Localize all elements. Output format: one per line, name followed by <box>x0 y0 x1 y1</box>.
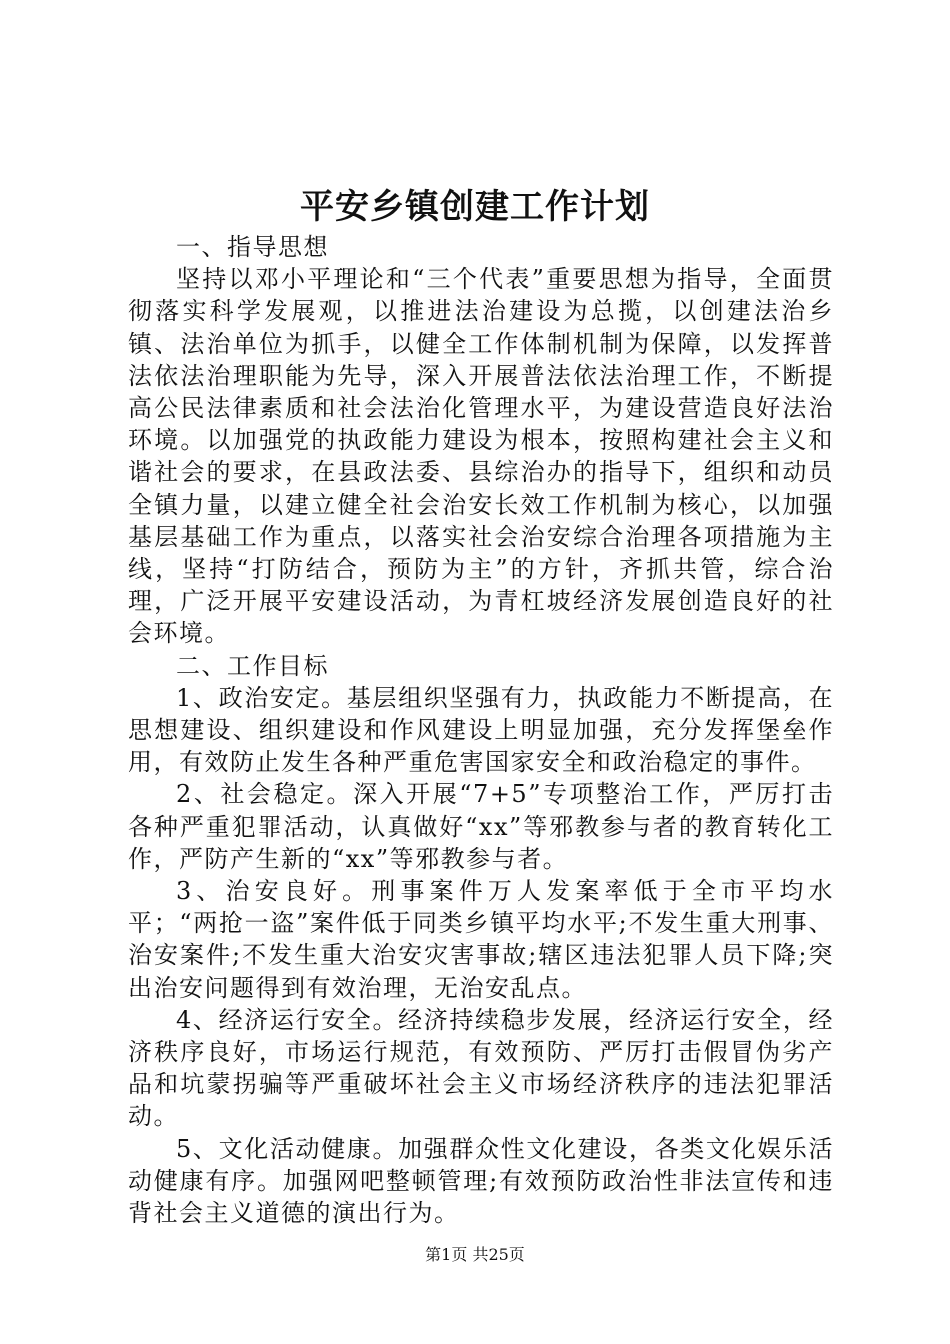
paragraph-guiding-thought: 坚持以邓小平理论和“三个代表”重要思想为指导，全面贯彻落实科学发展观，以推进法治建设为总揽，以创建法治乡镇、法治单位为抓手，以健全工作体制机制为保障，以发挥普法依法治理职能为先导，深入开展普法依法治理工作，不断提高公民法律素质和社会法治化管理水平，为建设营造良好法治环境。以加强党的执政能力建设为根本，按照构建社会主义和谐社会的要求，在县政法委、县综治办的指导下，组织和动员全镇力量，以建立健全社会治安长效工作机制为核心，以加强基层基础工作为重点，以落实社会治安综合治理各项措施为主线，坚持“打防结合，预防为主”的方针，齐抓共管，综合治理，广泛开展平安建设活动，为青杠坡经济发展创造良好的社会环境。 <box>128 265 834 648</box>
page-footer: 第1页 共25页 <box>425 1245 525 1264</box>
paragraph-goal-public-security: 3、治安良好。刑事案件万人发案率低于全市平均水平；“两抢一盗”案件低于同类乡镇平均水平;不发生重大刑事、治安案件;不发生重大治安灾害事故;辖区违法犯罪人员下降;突出治安问题得到有效治理，无治安乱点。 <box>128 877 834 1002</box>
paragraph-goal-political-stability: 1、政治安定。基层组织坚强有力，执政能力不断提高，在思想建设、组织建设和作风建设上明显加强，充分发挥堡垒作用，有效防止发生各种严重危害国家安全和政治稳定的事件。 <box>128 683 834 777</box>
paragraph-goal-cultural-activities: 5、文化活动健康。加强群众性文化建设，各类文化娱乐活动健康有序。加强网吧整顿管理;有效预防政治性非法宣传和违背社会主义道德的演出行为。 <box>128 1134 834 1228</box>
section-heading-guiding-thought: 一、指导思想 <box>176 233 329 261</box>
document-body <box>128 231 834 1229</box>
paragraph-goal-economic-safety: 4、经济运行安全。经济持续稳步发展，经济运行安全，经济秩序良好，市场运行规范，有效预防、严厉打击假冒伪劣产品和坑蒙拐骗等严重破坏社会主义市场经济秩序的违法犯罪活动。 <box>128 1005 834 1131</box>
section-heading-work-goals: 二、工作目标 <box>176 651 329 680</box>
paragraph-goal-social-stability: 2、社会稳定。深入开展“7+5”专项整治工作，严厉打击各种严重犯罪活动，认真做好“xx”等邪教参与者的教育转化工作，严防产生新的“xx”等邪教参与者。 <box>128 780 834 873</box>
document-title: 平安乡镇创建工作计划 <box>300 187 650 227</box>
